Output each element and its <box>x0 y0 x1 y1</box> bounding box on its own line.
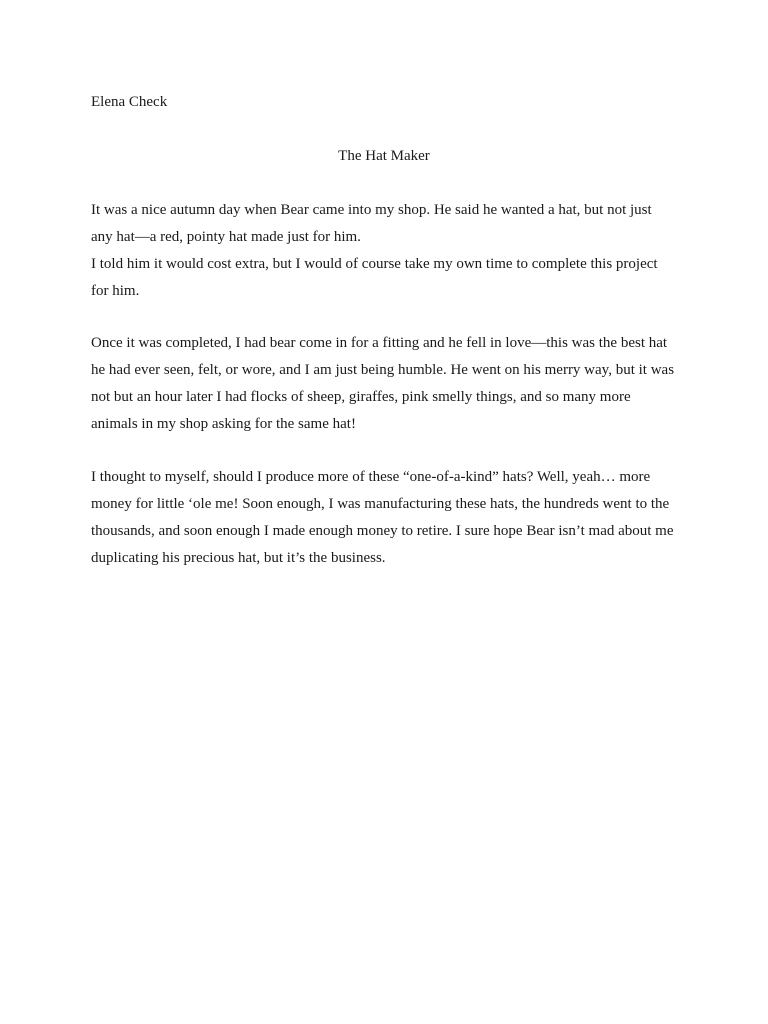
paragraph-line: he had ever seen, felt, or wore, and I am just being humble. He went on his merry way, but it was <box>91 362 675 378</box>
paragraph-3 <box>91 464 691 572</box>
paragraph-line: thousands, and soon enough I made enough money to retire. I sure hope Bear isn’t mad about me <box>91 523 674 539</box>
paragraph-line: It was a nice autumn day when Bear came into my shop. He said he wanted a hat, but not just <box>91 202 652 218</box>
paragraph-line: not but an hour later I had flocks of sheep, giraffes, pink smelly things, and so many more <box>91 389 631 405</box>
paragraph-1 <box>91 197 691 305</box>
paragraph-line: for him. <box>91 283 140 299</box>
paragraph-2 <box>91 330 691 438</box>
paragraph-line: duplicating his precious hat, but it’s the business. <box>91 550 386 566</box>
author-name: Elena Check <box>91 94 168 110</box>
paragraph-line: animals in my shop asking for the same hat! <box>91 416 356 432</box>
paragraph-line: I thought to myself, should I produce more of these “one-of-a-kind” hats? Well, yeah… more <box>91 469 651 485</box>
story-title: The Hat Maker <box>338 148 430 164</box>
paragraph-line: Once it was completed, I had bear come in for a fitting and he fell in love—this was the best hat <box>91 335 668 351</box>
paragraph-line: money for little ‘ole me! Soon enough, I was manufacturing these hats, the hundreds went to the <box>91 496 670 512</box>
paragraph-line: I told him it would cost extra, but I would of course take my own time to complete this project <box>91 256 658 272</box>
paragraph-line: any hat—a red, pointy hat made just for him. <box>91 229 361 245</box>
